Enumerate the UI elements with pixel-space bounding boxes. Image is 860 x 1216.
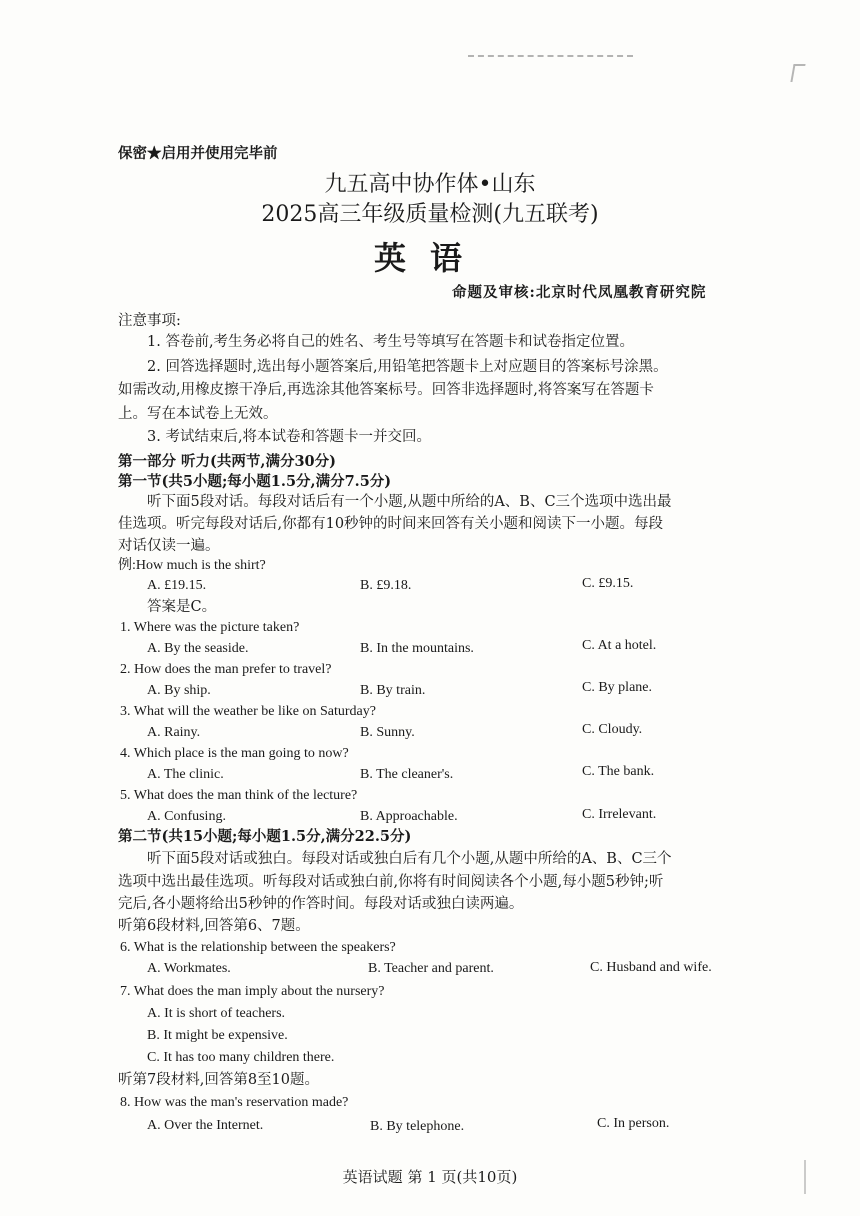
notes-item-2: 2. 回答选择题时,选出每小题答案后,用铅笔把答题卡上对应题目的答案标号涂黑。 [147, 359, 668, 375]
confidential-label: 保密★启用并使用完毕前 [118, 145, 278, 162]
question-3-option-a: A. Rainy. [147, 725, 201, 740]
notes-item-2-cont: 如需改动,用橡皮擦干净后,再选涂其他答案标号。回答非选择题时,将答案写在答题卡 [118, 382, 654, 398]
question-7: 7. What does the man imply about the nursery? [120, 984, 385, 999]
question-6-option-b: B. Teacher and parent. [368, 961, 494, 976]
question-5: 5. What does the man think of the lecture? [120, 788, 358, 803]
question-2-option-c: C. By plane. [582, 680, 652, 695]
question-4-option-c: C. The bank. [582, 764, 655, 779]
question-1: 1. Where was the picture taken? [120, 620, 300, 635]
question-1-option-b: B. In the mountains. [360, 641, 474, 656]
part1-heading: 第一部分 听力(共两节,满分30分) [118, 453, 336, 470]
material-6-prompt: 听第6段材料,回答第6、7题。 [118, 918, 310, 934]
question-6: 6. What is the relationship between the speakers? [120, 940, 396, 955]
question-5-option-c: C. Irrelevant. [582, 807, 657, 822]
notes-item-1: 1. 答卷前,考生务必将自己的姓名、考生号等填写在答题卡和试卷指定位置。 [147, 334, 635, 350]
notes-item-2-end: 上。写在本试卷上无效。 [118, 406, 278, 422]
question-4: 4. Which place is the man going to now? [120, 746, 349, 761]
notes-heading: 注意事项: [118, 313, 181, 329]
question-2-option-a: A. By ship. [147, 683, 211, 698]
section1-heading: 第一节(共5小题;每小题1.5分,满分7.5分) [118, 473, 392, 490]
question-1-option-a: A. By the seaside. [147, 641, 249, 656]
scan-artifact-corner [790, 64, 805, 82]
question-7-option-c: C. It has too many children there. [147, 1050, 335, 1065]
question-7-option-a: A. It is short of teachers. [147, 1006, 286, 1021]
section1-instructions-end: 对话仅读一遍。 [118, 538, 220, 554]
example-answer: 答案是C。 [147, 599, 217, 615]
notes-item-3: 3. 考试结束后,将本试卷和答题卡一并交回。 [147, 429, 432, 445]
question-8-option-c: C. In person. [597, 1116, 670, 1131]
question-6-option-c: C. Husband and wife. [590, 960, 712, 975]
section2-instructions-end: 完后,各小题将给出5秒钟的作答时间。每段对话或独白读两遍。 [118, 896, 524, 912]
section2-instructions-cont: 选项中选出最佳选项。听每段对话或独白前,你将有时间阅读各个小题,每小题5秒钟;听 [118, 874, 664, 890]
question-3-option-c: C. Cloudy. [582, 722, 643, 737]
question-2-option-b: B. By train. [360, 683, 426, 698]
example-option-c: C. £9.15. [582, 576, 634, 591]
question-5-option-b: B. Approachable. [360, 809, 458, 824]
question-4-option-a: A. The clinic. [147, 767, 224, 782]
section2-heading: 第二节(共15小题;每小题1.5分,满分22.5分) [118, 828, 412, 845]
question-4-option-b: B. The cleaner's. [360, 767, 454, 782]
section1-instructions: 听下面5段对话。每段对话后有一个小题,从题中所给的A、B、C三个选项中选出最 [147, 494, 672, 510]
question-5-option-a: A. Confusing. [147, 809, 226, 824]
scan-artifact-top [468, 55, 633, 61]
example-option-b: B. £9.18. [360, 578, 412, 593]
question-8-option-b: B. By telephone. [370, 1119, 465, 1134]
example-question: 例:How much is the shirt? [118, 558, 266, 573]
author-line: 命题及审核:北京时代凤凰教育研究院 [452, 284, 707, 301]
question-8-option-a: A. Over the Internet. [147, 1118, 264, 1133]
question-8: 8. How was the man's reservation made? [120, 1095, 349, 1110]
section1-instructions-cont: 佳选项。听完每段对话后,你都有10秒钟的时间来回答有关小题和阅读下一小题。每段 [118, 516, 664, 532]
question-3-option-b: B. Sunny. [360, 725, 415, 740]
example-option-a: A. £19.15. [147, 578, 207, 593]
question-7-option-b: B. It might be expensive. [147, 1028, 288, 1043]
material-7-prompt: 听第7段材料,回答第8至10题。 [118, 1072, 320, 1088]
section2-instructions: 听下面5段对话或独白。每段对话或独白后有几个小题,从题中所给的A、B、C三个 [147, 851, 672, 867]
exam-title-line1: 九五高中协作体•山东 [324, 172, 536, 197]
subject-title: 英语 [373, 239, 486, 277]
exam-title-line2: 2025高三年级质量检测(九五联考) [261, 202, 599, 227]
question-3: 3. What will the weather be like on Saturday? [120, 704, 376, 719]
question-6-option-a: A. Workmates. [147, 961, 231, 976]
question-1-option-c: C. At a hotel. [582, 638, 657, 653]
question-2: 2. How does the man prefer to travel? [120, 662, 332, 677]
page-footer: 英语试题 第 1 页(共10页) [342, 1168, 518, 1186]
